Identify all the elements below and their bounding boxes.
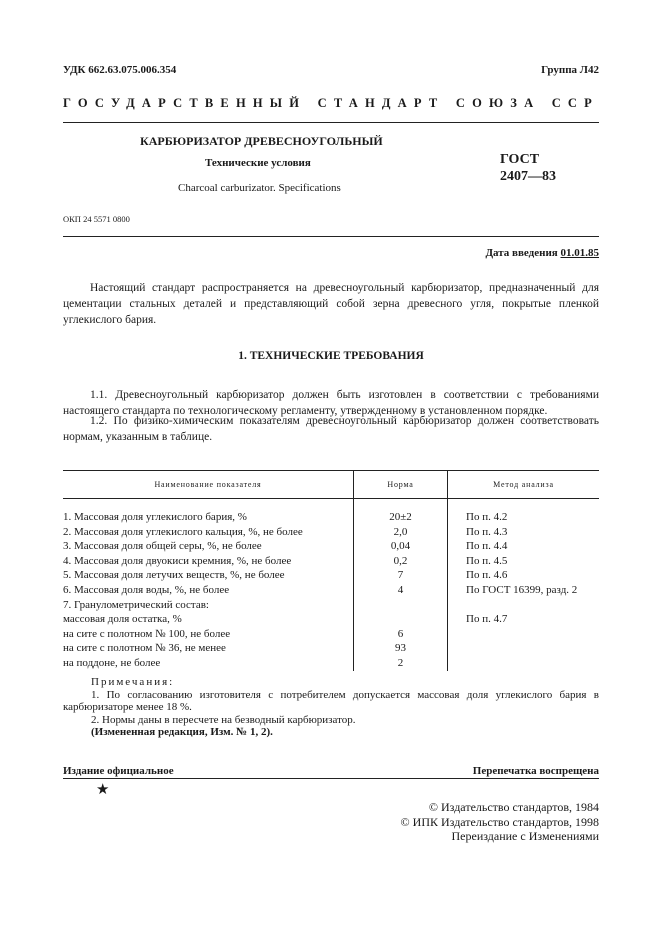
row-norm: 93 bbox=[354, 641, 448, 656]
row-method bbox=[448, 598, 600, 613]
row-indicator: 4. Массовая доля двуокиси кремния, %, не более bbox=[63, 554, 292, 567]
row-method: По п. 4.7 bbox=[466, 613, 508, 626]
table-row bbox=[63, 539, 599, 554]
official-edition: Издание официальное bbox=[63, 765, 174, 777]
row-indicator: 2. Массовая доля углекислого кальция, %, не более bbox=[63, 525, 303, 538]
gost-designation bbox=[500, 151, 556, 185]
header-indicator: Наименование показателя bbox=[63, 471, 354, 499]
row-indicator: 7. Гранулометрический состав: bbox=[63, 598, 209, 611]
table-row bbox=[63, 598, 599, 613]
table-row bbox=[63, 568, 599, 583]
table-spacer bbox=[63, 499, 599, 511]
row-method: По п. 4.4 bbox=[466, 540, 508, 553]
table-header-row bbox=[63, 471, 599, 499]
table-row bbox=[63, 641, 599, 656]
clause-1-2: 1.2. По физико-химическим показателям древесноугольный карбюризатор должен соответствовать нормам, указанным в таблице. bbox=[63, 415, 599, 443]
row-indicator: на поддоне, не более bbox=[63, 656, 161, 669]
table-row bbox=[63, 525, 599, 540]
document-title: КАРБЮРИЗАТОР ДРЕВЕСНОУГОЛЬНЫЙ bbox=[140, 134, 383, 148]
table-row bbox=[63, 554, 599, 569]
notes-block bbox=[63, 676, 599, 739]
scope-paragraph: Настоящий стандарт распространяется на древесноугольный карбюризатор, предназначенный для цементации стальных деталей и представляющий собой зерна древесного угля, покрытые пленкой углекислого бария. bbox=[63, 282, 599, 326]
row-method bbox=[448, 641, 600, 656]
row-indicator: на сите с полотном № 36, не менее bbox=[63, 642, 226, 655]
row-norm bbox=[354, 612, 448, 627]
copyright-line: © Издательство стандартов, 1984 bbox=[428, 800, 599, 814]
row-norm: 6 bbox=[354, 627, 448, 642]
note-item: 2. Нормы даны в пересчете на безводный карбюризатор. bbox=[91, 713, 356, 726]
intro-date-label: Дата введения bbox=[485, 247, 558, 259]
requirements-table bbox=[63, 470, 599, 671]
intro-date bbox=[485, 247, 599, 259]
footer-divider bbox=[63, 778, 599, 779]
row-indicator: на сите с полотном № 100, не более bbox=[63, 627, 231, 640]
note-item: 1. По согласованию изготовителя с потребителем допускается массовая доля углекислого бария в карбюризаторе менее 18 %. bbox=[63, 688, 599, 714]
section-title: 1. ТЕХНИЧЕСКИЕ ТРЕБОВАНИЯ bbox=[238, 350, 424, 362]
row-method bbox=[448, 656, 600, 671]
row-indicator: 3. Массовая доля общей серы, %, не более bbox=[63, 540, 262, 553]
copyright-line: © ИПК Издательство стандартов, 1998 bbox=[400, 814, 599, 829]
row-norm: 0,2 bbox=[354, 554, 448, 569]
udk-code: УДК 662.63.075.006.354 bbox=[63, 64, 177, 76]
reprint-prohibited: Перепечатка воспрещена bbox=[472, 765, 599, 777]
header-method: Метод анализа bbox=[448, 471, 600, 499]
table-row bbox=[63, 510, 599, 525]
okp-divider bbox=[63, 236, 599, 237]
gost-number: 2407—83 bbox=[500, 169, 556, 184]
reissue-note: Переиздание с Изменениями bbox=[451, 829, 599, 844]
row-indicator: 1. Массовая доля углекислого бария, % bbox=[63, 511, 247, 523]
row-norm: 7 bbox=[354, 568, 448, 583]
clause-1-1: 1.1. Древесноугольный карбюризатор должен быть изготовлен в соответствии с требованиями настоящего стандарта по технологическому регламенту, утвержденному в установленном порядке. bbox=[63, 389, 599, 417]
row-indicator: 5. Массовая доля летучих веществ, %, не более bbox=[63, 569, 285, 582]
table-row bbox=[63, 627, 599, 642]
star-icon: ★ bbox=[96, 782, 110, 798]
row-norm: 2,0 bbox=[354, 525, 448, 540]
header-norm: Норма bbox=[354, 471, 448, 499]
table-row bbox=[63, 612, 599, 627]
row-method bbox=[448, 627, 600, 642]
row-norm bbox=[354, 598, 448, 613]
english-title: Charcoal carburizator. Specifications bbox=[178, 182, 341, 194]
row-indicator: массовая доля остатка, % bbox=[63, 613, 182, 626]
okp-code: ОКП 24 5571 0800 bbox=[63, 214, 130, 224]
row-indicator: 6. Массовая доля воды, %, не более bbox=[63, 583, 230, 596]
document-subtitle: Технические условия bbox=[205, 157, 311, 169]
table-row bbox=[63, 583, 599, 598]
revision-note: (Измененная редакция, Изм. № 1, 2). bbox=[91, 726, 273, 739]
row-method: По п. 4.2 bbox=[466, 511, 508, 523]
state-standard-heading: ГОСУДАРСТВЕННЫЙ СТАНДАРТ СОЮЗА ССР bbox=[63, 96, 599, 110]
row-norm: 0,04 bbox=[354, 539, 448, 554]
row-norm: 4 bbox=[354, 583, 448, 598]
table-row bbox=[63, 656, 599, 671]
copyright-block bbox=[401, 800, 599, 844]
intro-date-value: 01.01.85 bbox=[560, 247, 599, 259]
group-code: Группа Л42 bbox=[541, 64, 599, 76]
gost-label: ГОСТ bbox=[500, 152, 540, 167]
row-norm: 2 bbox=[354, 656, 448, 671]
row-norm: 20±2 bbox=[354, 510, 448, 525]
row-method: По ГОСТ 16399, разд. 2 bbox=[466, 583, 578, 596]
row-method: По п. 4.6 bbox=[466, 569, 508, 582]
row-method: По п. 4.3 bbox=[466, 525, 508, 538]
row-method: По п. 4.5 bbox=[466, 554, 508, 567]
notes-heading: Примечания: bbox=[91, 676, 175, 688]
header-divider bbox=[63, 122, 599, 123]
